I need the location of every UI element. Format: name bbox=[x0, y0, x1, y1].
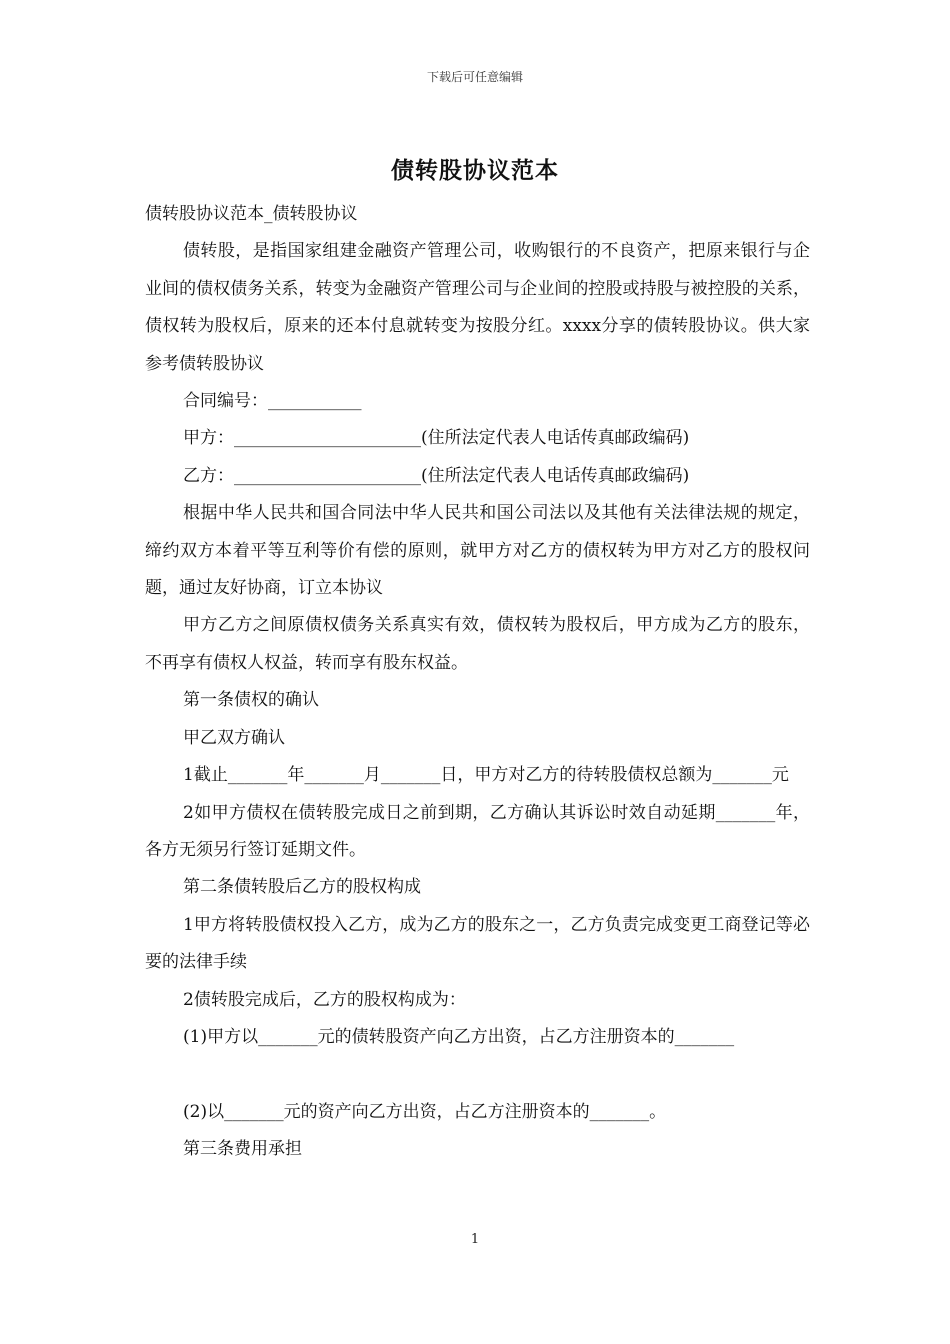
document-body bbox=[145, 196, 810, 1169]
party-a-line: 甲方：______________________(住所法定代表人电话传真邮政编码) bbox=[183, 428, 690, 449]
article-2-heading: 第二条债转股后乙方的股权构成 bbox=[183, 877, 421, 898]
article-3-heading: 第三条费用承担 bbox=[183, 1139, 302, 1160]
subtitle-line: 债转股协议范本_债转股协议 bbox=[145, 204, 358, 224]
article-1-heading: 第一条债权的确认 bbox=[183, 690, 319, 711]
document-title: 债转股协议范本 bbox=[391, 157, 559, 184]
article-2-item-2: (2)以_______元的资产向乙方出资，占乙方注册资本的_______。 bbox=[183, 1101, 667, 1122]
article-1-intro: 甲乙双方确认 bbox=[183, 727, 285, 748]
page-number: 1 bbox=[470, 1232, 480, 1247]
page-header-note: 下载后可任意编辑 bbox=[426, 70, 523, 84]
article-1-clause-1: 1截止_______年_______月_______日，甲方对乙方的待转股债权总额为_______元 bbox=[183, 765, 789, 786]
intro-paragraph: 债转股，是指国家组建金融资产管理公司，收购银行的不良资产，把原来银行与企业间的债权债务关系，转变为金融资产管理公司与企业间的控股或持股与被控股的关系，债权转为股权后，原来的还本付息就转变为按股分红。xxxx分享的债转股协议。供大家参考债转股协议 bbox=[145, 241, 810, 374]
party-b-line: 乙方：______________________(住所法定代表人电话传真邮政编码) bbox=[183, 465, 690, 486]
article-2-clause-2: 2债转股完成后，乙方的股权构成为： bbox=[183, 989, 466, 1010]
legal-basis-paragraph: 根据中华人民共和国合同法中华人民共和国公司法以及其他有关法律法规的规定，缔约双方本着平等互利等价有偿的原则，就甲方对乙方的债权转为甲方对乙方的股权问题，通过友好协商，订立本协议 bbox=[145, 503, 810, 599]
article-2-clause-1: 1甲方将转股债权投入乙方，成为乙方的股东之一，乙方负责完成变更工商登记等必要的法律手续 bbox=[145, 914, 810, 973]
article-1-clause-2: 2如甲方债权在债转股完成日之前到期，乙方确认其诉讼时效自动延期_______年，各方无须另行签订延期文件。 bbox=[145, 802, 810, 860]
relationship-paragraph: 甲方乙方之间原债权债务关系真实有效，债权转为股权后，甲方成为乙方的股东，不再享有债权人权益，转而享有股东权益。 bbox=[145, 615, 810, 673]
article-2-item-1: (1)甲方以_______元的债转股资产向乙方出资，占乙方注册资本的_______ bbox=[183, 1026, 735, 1047]
contract-number-line: 合同编号：___________ bbox=[183, 391, 362, 412]
